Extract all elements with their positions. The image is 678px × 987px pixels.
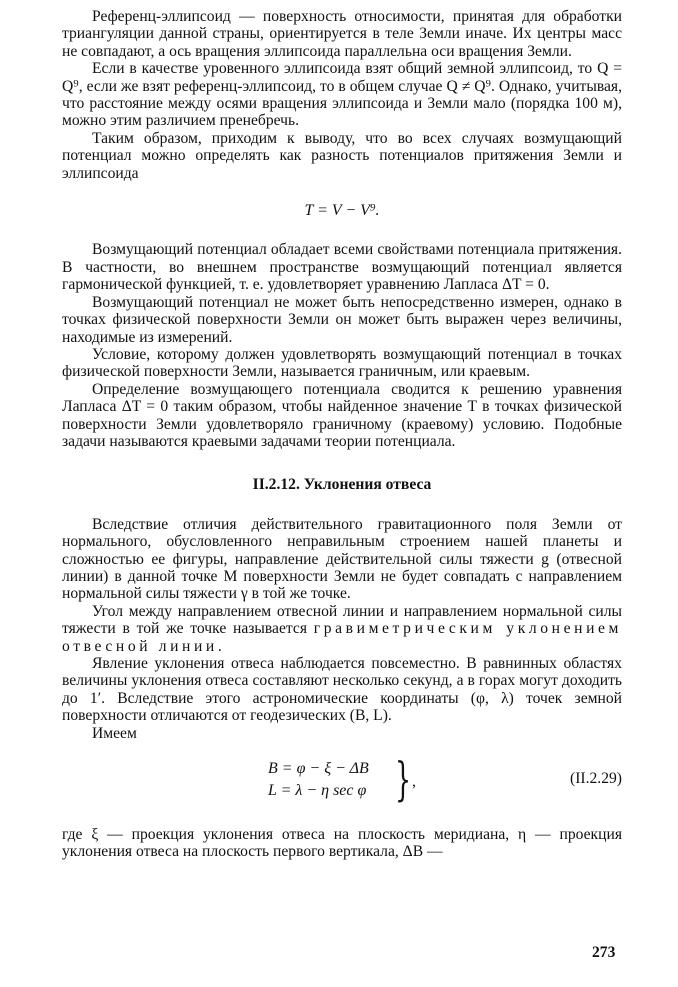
paragraph-harmonic: Возмущающий потенциал обладает всеми свойствами потенциала притяжения. В частности, во внешнем пространстве возмущающий потенциал является гармонической функцией, т. е. удовлетворяет уравнению Лапласа ΔT = 0.: [62, 241, 622, 294]
page-body: [62, 8, 622, 861]
paragraph-level-ellipsoid: Если в качестве уровенного эллипсоида взят общий земной эллипсоид, то Q = Q⁹, если же взят референц-эллипсоид, то в общем случае Q ≠ Q⁹. Однако, учитывая, что расстояние между осями вращения эллипсоида и Земли мало (порядка 100 м), можно этим различием пренебречь.: [62, 60, 622, 130]
right-brace: }: [395, 752, 412, 807]
equation-lines: [268, 758, 369, 802]
definition-lead: Угол между направлением отвесной линии и направлением нормальной силы тяжести в той же точке называется: [62, 602, 622, 638]
paragraph-not-measurable: Возмущающий потенциал не может быть непосредственно измерен, однако в точках физической поверхности Земли он может быть выражен через величины, находимые из измерений.: [62, 293, 622, 346]
equation-block: [62, 754, 622, 812]
page-number: 273: [592, 944, 616, 961]
equation-number: (II.2.29): [570, 770, 622, 788]
equation-line-longitude: L = λ − η sec φ: [268, 782, 367, 800]
paragraph-have: Имеем: [92, 724, 137, 742]
equation-line-latitude: B = φ − ξ − ΔB: [268, 760, 369, 778]
formula-disturbing-potential: T = V − V⁹.: [304, 202, 380, 220]
section-heading: II.2.12. Уклонения отвеса: [252, 476, 432, 494]
definition-term: гравиметрическим уклонением отвесной линии.: [62, 620, 623, 655]
paragraph-boundary-problem: Определение возмущающего потенциала сводится к решению уравнения Лапласа ΔT = 0 таким образом, чтобы найденное значение T в точках физической поверхности Земли удовлетворяло граничному (краевому) условию. Подобные задачи называются краевыми задачами теории потенциала.: [62, 380, 622, 450]
equation-comma: ,: [412, 773, 416, 791]
paragraph-conclusion: Таким образом, приходим к выводу, что во всех случаях возмущающий потенциал можно определять как разность потенциалов притяжения Земли и эллипсоида: [62, 129, 622, 182]
paragraph-deflection-magnitude: Явление уклонения отвеса наблюдается повсеместно. В равнинных областях величины уклонения отвеса составляют несколько секунд, а в горах могут доходить до 1′. Вследствие этого астрономические координаты (φ, λ) точек земной поверхности отличаются от геодезических (B, L).: [62, 655, 622, 725]
paragraph-boundary-condition: Условие, которому должен удовлетворять возмущающий потенциал в точках физической поверхности Земли, называется граничным, или краевым.: [62, 345, 622, 381]
paragraph-deflection-definition: [62, 603, 622, 655]
paragraph-deflection-cause: Вследствие отличия действительного гравитационного поля Земли от нормального, обусловленного неправильным строением нашей планеты и сложностью ее фигуры, направление действительной силы тяжести g (отвесной линии) в данной точке M поверхности Земли не будет совпадать с направлением нормальной силы тяжести γ в той же точке.: [62, 515, 622, 603]
paragraph-reference-ellipsoid: Референц-эллипсоид — поверхность относимости, принятая для обработки триангуляции данной страны, ориентируется в теле Земли иначе. Их центры масс не совпадают, а ось вращения эллипсоида параллельна оси вращения Земли.: [62, 8, 622, 60]
paragraph-where: где ξ — проекция уклонения отвеса на плоскость меридиана, η — проекция уклонения отвеса на плоскость первого вертикала, ΔB —: [62, 826, 622, 861]
